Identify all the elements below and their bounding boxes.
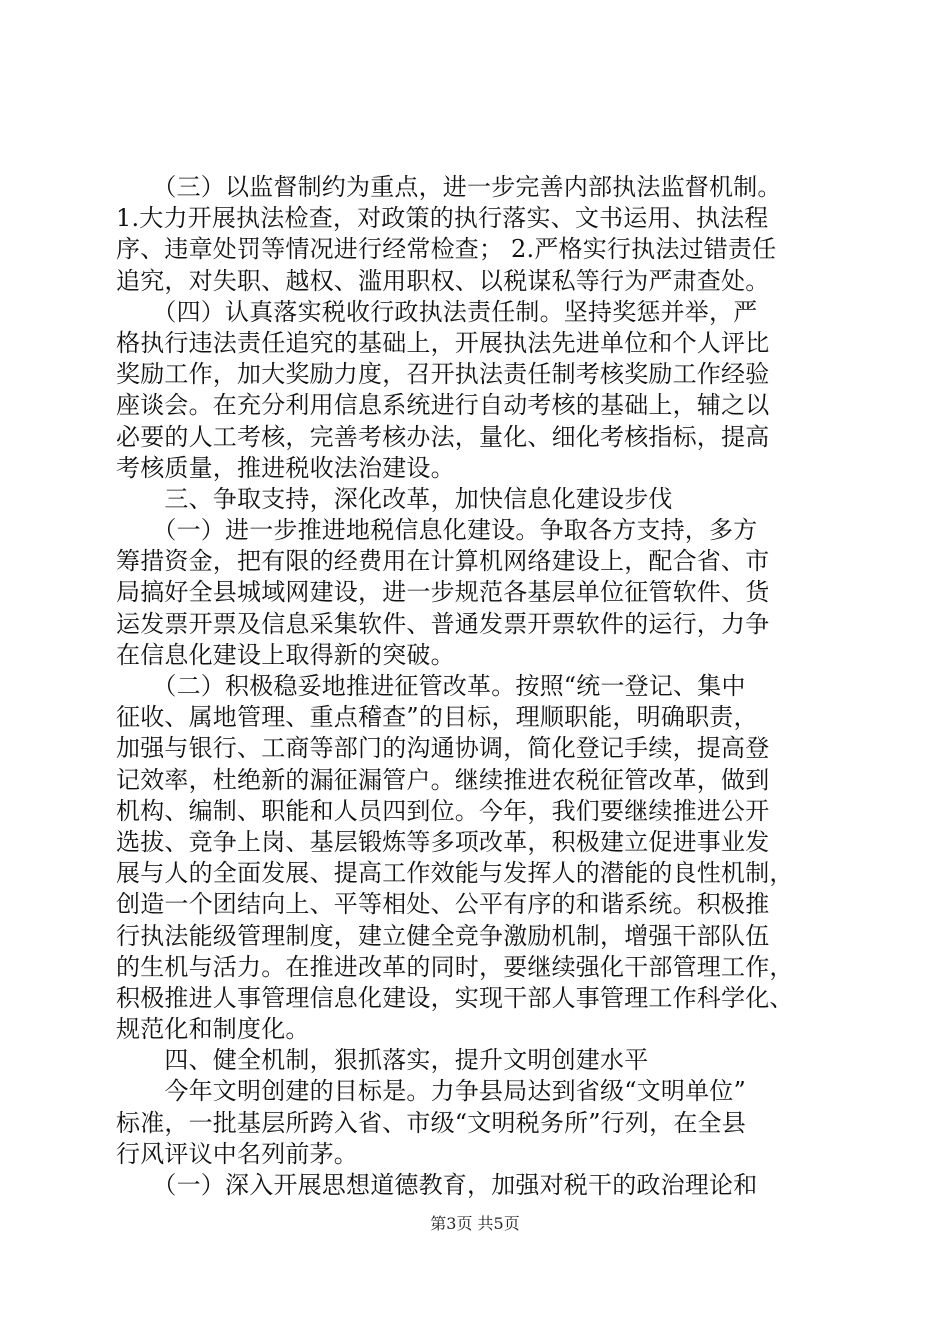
- text-line: 座谈会。在充分利用信息系统进行自动考核的基础上，辅之以: [116, 391, 770, 420]
- text-line: 筹措资金，把有限的经费用在计算机网络建设上，配合省、市: [116, 547, 770, 576]
- text-line: 局搞好全县城域网建设，进一步规范各基层单位征管软件、货: [116, 578, 770, 607]
- text-line: （一）进一步推进地税信息化建设。争取各方支持，多方: [116, 516, 758, 545]
- text-line: 规范化和制度化。: [116, 1015, 310, 1044]
- text-line: 选拔、竞争上岗、基层锻炼等多项改革，积极建立促进事业发: [116, 827, 770, 856]
- text-line: 在信息化建设上取得新的突破。: [116, 640, 455, 669]
- text-line: 创造一个团结向上、平等相处、公平有序的和谐系统。积极推: [116, 890, 770, 919]
- text-line: 积极推进人事管理信息化建设，实现干部人事管理工作科学化、: [116, 983, 794, 1012]
- text-line: 加强与银行、工商等部门的沟通协调，简化登记手续，提高登: [116, 734, 770, 763]
- text-line: （三）以监督制约为重点，进一步完善内部执法监督机制。: [116, 173, 782, 201]
- text-line: 的生机与活力。在推进改革的同时，要继续强化干部管理工作，: [116, 952, 794, 981]
- text-line: 必要的人工考核，完善考核办法，量化、细化考核指标，提高: [116, 422, 770, 451]
- text-line: 今年文明创建的目标是。力争县局达到省级“文明单位”: [116, 1077, 746, 1106]
- text-line: 征收、属地管理、重点稽查”的目标，理顺职能，明确职责，: [116, 703, 758, 732]
- text-line: 考核质量，推进税收法治建设。: [116, 453, 455, 482]
- text-line: 行执法能级管理制度，建立健全竞争激励机制，增强干部队伍: [116, 921, 770, 950]
- text-line: 行风评议中名列前茅。: [116, 1139, 358, 1168]
- text-line: （二）积极稳妥地推进征管改革。按照“统一登记、集中: [116, 672, 746, 700]
- section-heading: 四、健全机制，狠抓落实，提升文明创建水平: [116, 1046, 649, 1075]
- text-line: 追究，对失职、越权、滥用职权、以税谋私等行为严肃查处。: [116, 266, 770, 295]
- text-line: 机构、编制、职能和人员四到位。今年，我们要继续推进公开: [116, 796, 770, 825]
- text-line: 奖励工作，加大奖励力度，召开执法责任制考核奖励工作经验: [116, 360, 770, 389]
- text-line: 标准，一批基层所跨入省、市级“文明税务所”行列，在全县: [116, 1108, 746, 1137]
- text-line: 序、违章处罚等情况进行经常检查； 2.严格实行执法过错责任: [116, 235, 777, 264]
- section-heading: 三、争取支持，深化改革，加快信息化建设步伐: [116, 484, 673, 513]
- text-line: 展与人的全面发展、提高工作效能与发挥人的潜能的良性机制，: [116, 859, 794, 888]
- text-line: （四）认真落实税收行政执法责任制。坚持奖惩并举，严: [116, 297, 758, 326]
- page-footer: [0, 1212, 950, 1236]
- text-line: 记效率，杜绝新的漏征漏管户。继续推进农税征管改革，做到: [116, 765, 770, 794]
- text-line: 运发票开票及信息采集软件、普通发票开票软件的运行，力争: [116, 609, 770, 638]
- body-text: [116, 172, 836, 1201]
- text-line: 格执行违法责任追究的基础上，开展执法先进单位和个人评比: [116, 328, 770, 357]
- text-line: （一）深入开展思想道德教育，加强对税干的政治理论和: [116, 1171, 758, 1199]
- text-line: 1.大力开展执法检查，对政策的执行落实、文书运用、执法程: [116, 204, 769, 233]
- page-number-label: 第3页 共5页: [430, 1214, 520, 1233]
